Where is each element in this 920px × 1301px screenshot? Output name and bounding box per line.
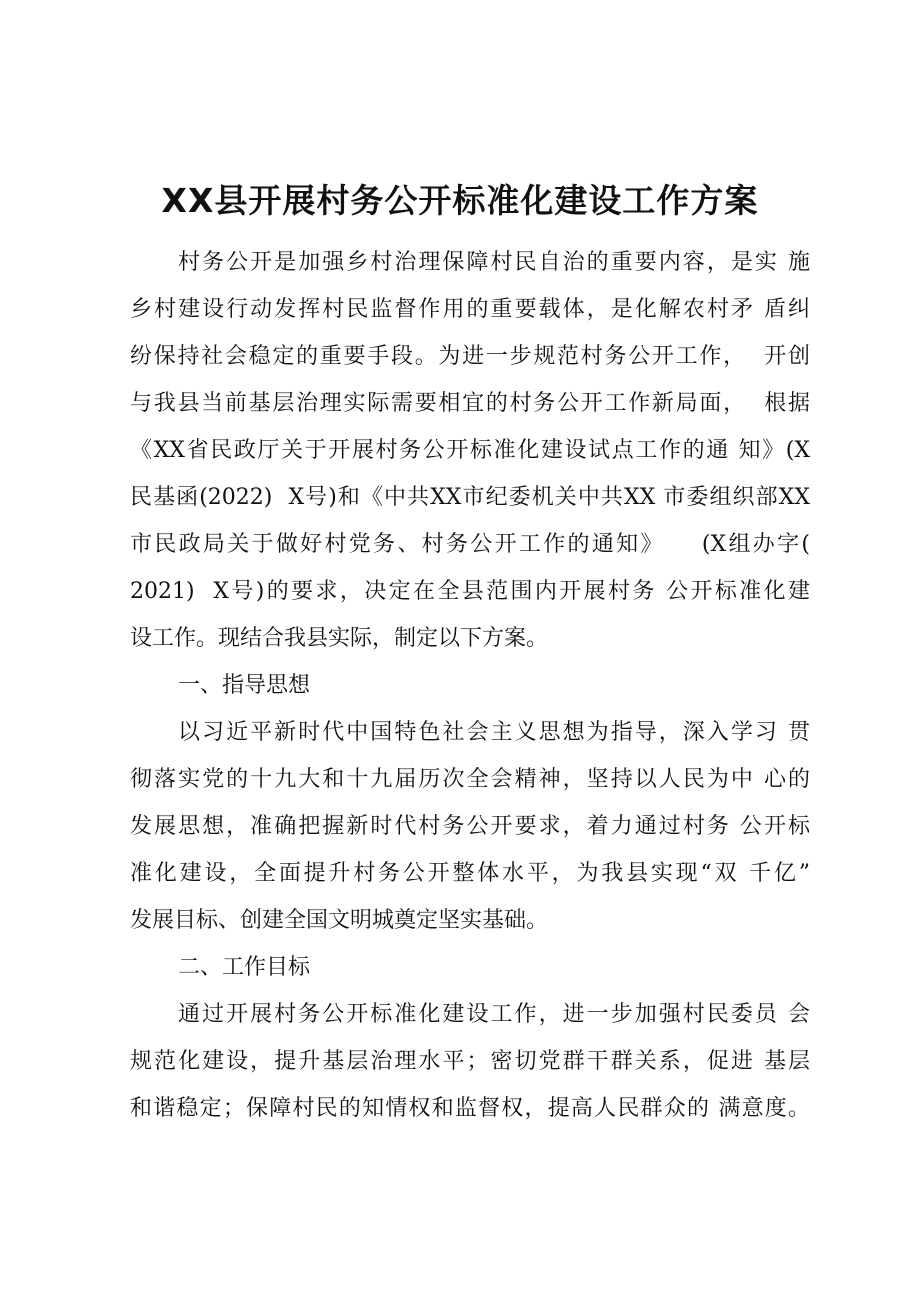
paragraph-1-line: 2021) X号)的要求，决定在全县范围内开展村务 公开标准化建: [130, 579, 810, 604]
section-heading-work-goals: 二、工作目标: [178, 955, 311, 980]
paragraph-1-line: 村务公开是加强乡村治理保障村民自治的重要内容，是实 施: [178, 250, 810, 275]
section-heading-guiding-ideology: 一、指导思想: [178, 673, 311, 698]
paragraph-3-line: 通过开展村务公开标准化建设工作，进一步加强村民委员 会: [178, 1002, 810, 1027]
paragraph-3-line: 和谐稳定；保障村民的知情权和监督权，提高人民群众的 满意度。: [130, 1096, 810, 1121]
document-title: XX县开展村务公开标准化建设工作方案: [161, 181, 759, 220]
paragraph-1-line: 纷保持社会稳定的重要手段。为进一步规范村务公开工作， 开创: [130, 344, 810, 369]
paragraph-1-line: 《XX省民政厅关于开展村务公开标准化建设试点工作的通 知》(X: [130, 438, 810, 463]
paragraph-2-line: 以习近平新时代中国特色社会主义思想为指导，深入学习 贯: [178, 720, 810, 745]
paragraph-2-line: 发展目标、创建全国文明城奠定坚实基础。: [130, 908, 549, 933]
paragraph-2-line: 准化建设，全面提升村务公开整体水平，为我县实现“双 千亿”: [130, 861, 810, 886]
paragraph-1-line: 与我县当前基层治理实际需要相宜的村务公开工作新局面， 根据: [130, 391, 810, 416]
paragraph-2-line: 彻落实党的十九大和十九届历次全会精神，坚持以人民为中 心的: [130, 767, 810, 792]
paragraph-1-line: 市民政局关于做好村党务、村务公开工作的通知》 (X组办字(: [130, 532, 810, 557]
paragraph-1-line: 乡村建设行动发挥村民监督作用的重要载体，是化解农村矛 盾纠: [130, 297, 810, 322]
paragraph-3-line: 规范化建设，提升基层治理水平；密切党群干群关系，促进 基层: [130, 1049, 810, 1074]
paragraph-1-line: 设工作。现结合我县实际，制定以下方案。: [130, 626, 549, 651]
paragraph-2-line: 发展思想，准确把握新时代村务公开要求，着力通过村务 公开标: [130, 814, 810, 839]
paragraph-1-line: 民基函(2022) X号)和《中共XX市纪委机关中共XX 市委组织部XX: [130, 485, 810, 510]
